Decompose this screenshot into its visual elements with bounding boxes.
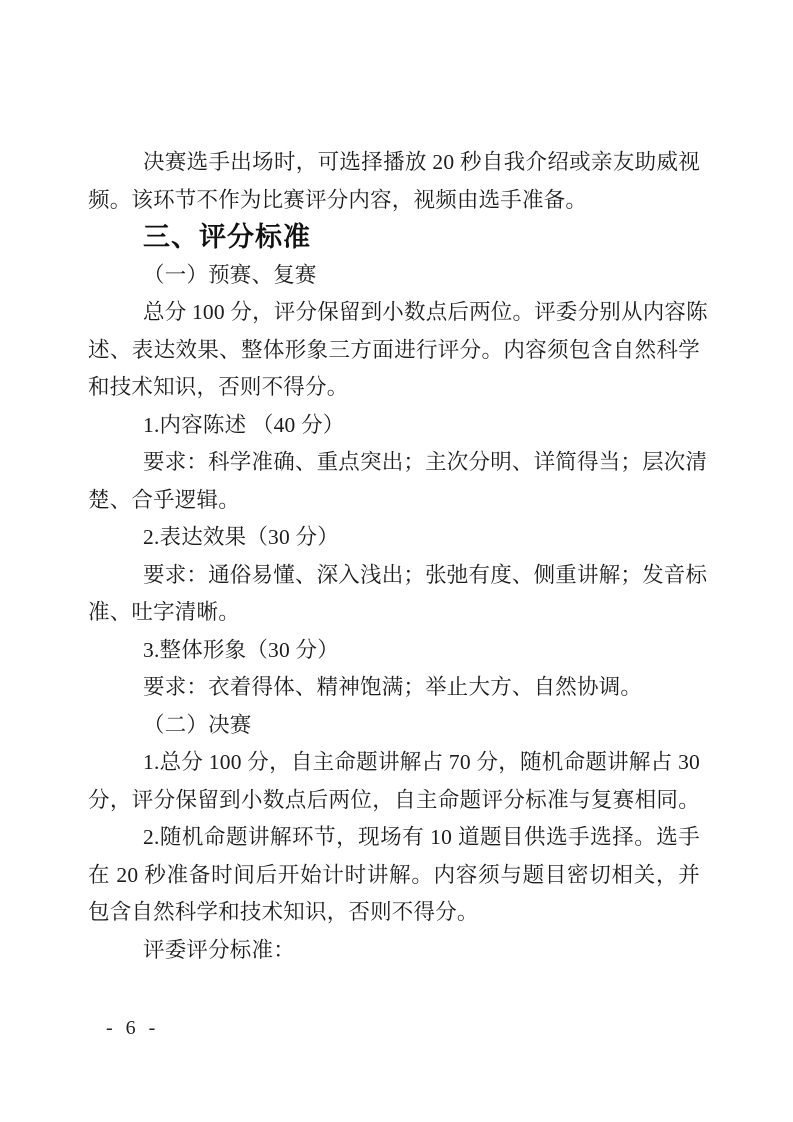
document-line: 要求：科学准确、重点突出；主次分明、详简得当；层次清 (143, 450, 708, 474)
document-line: 在 20 秒准备时间后开始计时讲解。内容须与题目密切相关，并 (88, 862, 700, 887)
item-overall-image: 3.整体形象（30 分） (143, 637, 339, 662)
document-line: 1.总分 100 分，自主命题讲解占 70 分，随机命题讲解占 30 (143, 750, 700, 774)
document-line: 准、吐字清晰。 (88, 600, 240, 624)
document-line: 2.随机命题讲解环节，现场有 10 道题目供选手选择。选手 (143, 825, 700, 849)
item-content-statement: 1.内容陈述 （40 分） (143, 412, 345, 437)
subsection-heading-final: （二）决赛 (143, 712, 252, 737)
document-line: 包含自然科学和技术知识，否则不得分。 (88, 900, 479, 924)
document-line: 楚、合乎逻辑。 (88, 487, 240, 512)
document-line: 分，评分保留到小数点后两位，自主命题评分标准与复赛相同。 (88, 787, 700, 812)
document-line: 评委评分标准： (143, 937, 295, 962)
text-block (88, 144, 708, 969)
document-line: 要求：衣着得体、精神饱满；举止大方、自然协调。 (143, 675, 643, 699)
section-heading-scoring-criteria: 三、评分标准 (143, 222, 311, 252)
document-line: 决赛选手出场时，可选择播放 20 秒自我介绍或亲友助威视 (143, 150, 700, 174)
document-line: 总分 100 分，评分保留到小数点后两位。评委分别从内容陈 (143, 300, 708, 324)
document-line: 要求：通俗易懂、深入浅出；张弛有度、侧重讲解；发音标 (143, 562, 708, 587)
document-line: 和技术知识，否则不得分。 (88, 375, 349, 399)
page-number: - 6 - (106, 1017, 160, 1039)
document-line: 频。该环节不作为比赛评分内容，视频由选手准备。 (88, 187, 588, 212)
item-expression-effect: 2.表达效果（30 分） (143, 525, 339, 549)
document-line: 述、表达效果、整体形象三方面进行评分。内容须包含自然科学 (88, 337, 700, 362)
subsection-heading-preliminary: （一）预赛、复赛 (143, 262, 317, 287)
